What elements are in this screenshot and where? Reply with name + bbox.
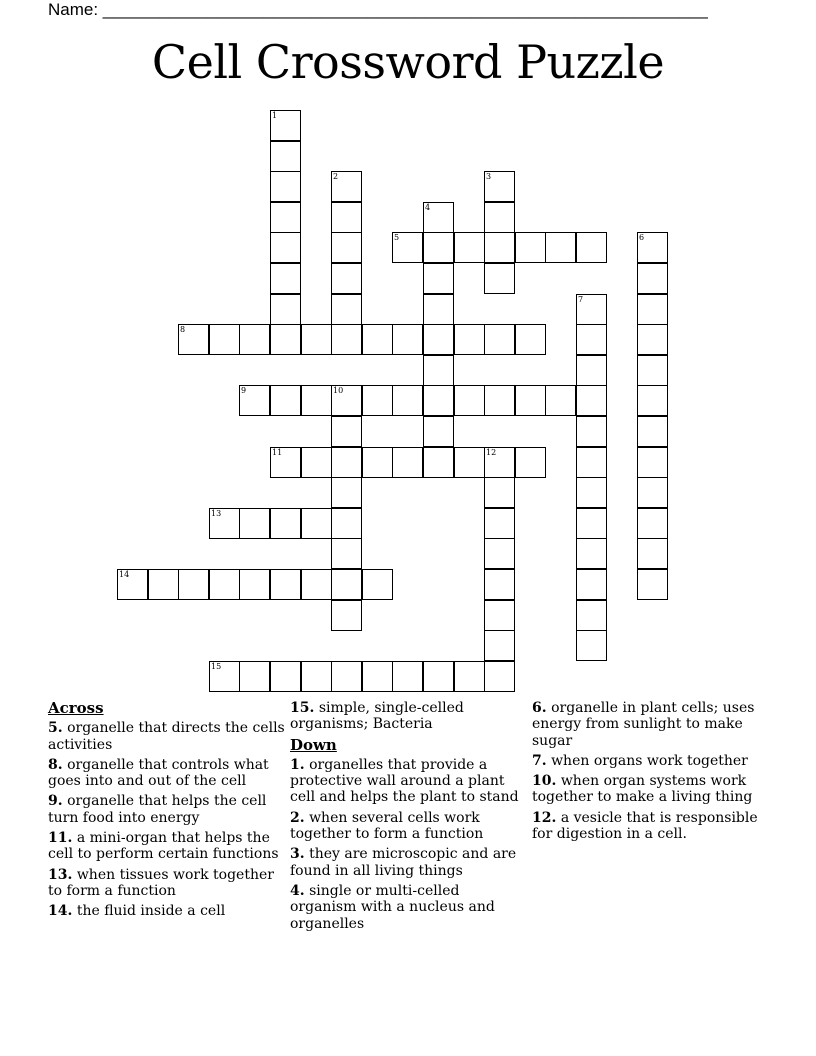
- grid-cell[interactable]: [392, 232, 423, 263]
- grid-cell[interactable]: [423, 202, 454, 233]
- grid-cell[interactable]: [362, 569, 393, 600]
- grid-cell[interactable]: [637, 324, 668, 355]
- grid-cell[interactable]: [515, 324, 546, 355]
- grid-cell[interactable]: [362, 661, 393, 692]
- grid-cell[interactable]: [117, 569, 148, 600]
- clue-number: 9: [241, 386, 247, 395]
- grid-cell[interactable]: [484, 447, 515, 478]
- clue-down-10: 10. when organ systems work together to make a living thing: [532, 773, 753, 806]
- grid-cell[interactable]: [545, 232, 576, 263]
- grid-cell[interactable]: [239, 569, 270, 600]
- grid-cell[interactable]: [576, 324, 607, 355]
- grid-cell[interactable]: [637, 385, 668, 416]
- clue-column-2: [290, 700, 528, 936]
- clue-down-2: 2. when several cells work together to form a function: [290, 809, 484, 843]
- grid-cell[interactable]: [576, 538, 607, 569]
- grid-cell[interactable]: [484, 508, 515, 539]
- grid-cell[interactable]: [362, 447, 393, 478]
- grid-cell[interactable]: [331, 202, 362, 233]
- grid-cell[interactable]: [239, 385, 270, 416]
- grid-cell[interactable]: [484, 202, 515, 233]
- grid-cell[interactable]: [178, 324, 209, 355]
- grid-cell[interactable]: [178, 569, 209, 600]
- grid-cell[interactable]: [392, 661, 423, 692]
- grid-cell[interactable]: [301, 508, 332, 539]
- clue-number: 12: [486, 448, 497, 457]
- grid-cell[interactable]: [301, 661, 332, 692]
- grid-cell[interactable]: [576, 600, 607, 631]
- grid-cell[interactable]: [637, 416, 668, 447]
- grid-cell[interactable]: [576, 416, 607, 447]
- grid-cell[interactable]: [484, 569, 515, 600]
- grid-cell[interactable]: [239, 324, 270, 355]
- clue-number: 3: [486, 172, 492, 181]
- grid-cell[interactable]: [331, 661, 362, 692]
- across-heading: Across: [48, 699, 104, 717]
- grid-cell[interactable]: [637, 232, 668, 263]
- grid-cell[interactable]: [362, 324, 393, 355]
- grid-cell[interactable]: [148, 569, 179, 600]
- grid-cell[interactable]: [239, 661, 270, 692]
- grid-cell[interactable]: [454, 232, 485, 263]
- grid-cell[interactable]: [515, 232, 546, 263]
- clue-down-6: 6. organelle in plant cells; uses energy from sunlight to make sugar: [532, 700, 755, 749]
- clue-across-11: 11. a mini-organ that helps the cell to perform certain functions: [48, 830, 279, 863]
- grid-cell[interactable]: [331, 508, 362, 539]
- grid-cell[interactable]: [576, 630, 607, 661]
- grid-cell[interactable]: [270, 508, 301, 539]
- grid-cell[interactable]: [331, 171, 362, 202]
- grid-cell[interactable]: [484, 263, 515, 294]
- grid-cell[interactable]: [331, 385, 362, 416]
- grid-cell[interactable]: [484, 538, 515, 569]
- clue-across-9: 9. organelle that helps the cell turn food into energy: [48, 793, 267, 826]
- grid-cell[interactable]: [484, 171, 515, 202]
- grid-cell[interactable]: [270, 110, 301, 141]
- grid-cell[interactable]: [423, 355, 454, 386]
- clue-down-4: 4. single or multi-celled organism with a nucleus and organelles: [290, 882, 495, 932]
- name-line: Name: ________________________________________________________________: [48, 0, 708, 19]
- clue-across-13: 13. when tissues work together to form a function: [48, 866, 274, 899]
- grid-cell[interactable]: [545, 385, 576, 416]
- clue-number: 5: [394, 233, 400, 242]
- grid-cell[interactable]: [637, 294, 668, 325]
- grid-cell[interactable]: [331, 263, 362, 294]
- grid-cell[interactable]: [270, 324, 301, 355]
- grid-cell[interactable]: [392, 324, 423, 355]
- clue-down-7: 7. when organs work together: [532, 752, 748, 769]
- grid-cell[interactable]: [270, 569, 301, 600]
- grid-cell[interactable]: [270, 171, 301, 202]
- grid-cell[interactable]: [637, 569, 668, 600]
- grid-cell[interactable]: [454, 324, 485, 355]
- grid-cell[interactable]: [637, 508, 668, 539]
- clue-down-1: 1. organelles that provide a protective wall around a plant cell and helps the plant to stand: [290, 756, 519, 806]
- grid-cell[interactable]: [423, 263, 454, 294]
- grid-cell[interactable]: [423, 294, 454, 325]
- grid-cell[interactable]: [576, 355, 607, 386]
- grid-cell[interactable]: [270, 661, 301, 692]
- grid-cell[interactable]: [331, 324, 362, 355]
- clue-number: 15: [211, 662, 222, 671]
- grid-cell[interactable]: [484, 324, 515, 355]
- grid-cell[interactable]: [576, 294, 607, 325]
- grid-cell[interactable]: [209, 508, 240, 539]
- grid-cell[interactable]: [423, 385, 454, 416]
- grid-cell[interactable]: [331, 538, 362, 569]
- grid-cell[interactable]: [423, 324, 454, 355]
- grid-cell[interactable]: [637, 355, 668, 386]
- clue-number: 11: [272, 448, 283, 457]
- clue-number: 6: [639, 233, 645, 242]
- clue-across-15: 15. simple, single-celled organisms; Bacteria: [290, 700, 464, 733]
- clue-across-5: 5. organelle that directs the cells activities: [48, 720, 285, 753]
- grid-cell[interactable]: [576, 385, 607, 416]
- grid-cell[interactable]: [270, 294, 301, 325]
- grid-cell[interactable]: [423, 232, 454, 263]
- grid-cell[interactable]: [637, 447, 668, 478]
- down-heading: Down: [290, 735, 337, 754]
- puzzle-title: Cell Crossword Puzzle: [151, 35, 665, 89]
- grid-cell[interactable]: [484, 630, 515, 661]
- clue-number: 1: [272, 111, 278, 120]
- grid-cell[interactable]: [331, 600, 362, 631]
- grid-cell[interactable]: [484, 385, 515, 416]
- grid-cell[interactable]: [239, 508, 270, 539]
- grid-cell[interactable]: [331, 477, 362, 508]
- grid-cell[interactable]: [270, 232, 301, 263]
- grid-cell[interactable]: [331, 294, 362, 325]
- grid-cell[interactable]: [484, 477, 515, 508]
- grid-cell[interactable]: [392, 447, 423, 478]
- clue-down-12: 12. a vesicle that is responsible for digestion in a cell.: [532, 809, 758, 843]
- grid-cell[interactable]: [576, 477, 607, 508]
- grid-cell[interactable]: [270, 263, 301, 294]
- clue-down-3: 3. they are microscopic and are found in all living things: [290, 846, 517, 879]
- clue-number: 14: [119, 570, 130, 579]
- grid-cell[interactable]: [270, 385, 301, 416]
- grid-cell[interactable]: [484, 600, 515, 631]
- grid-cell[interactable]: [576, 232, 607, 263]
- grid-cell[interactable]: [454, 385, 485, 416]
- grid-cell[interactable]: [209, 324, 240, 355]
- clue-number: 8: [180, 325, 186, 334]
- grid-cell[interactable]: [576, 569, 607, 600]
- grid-cell[interactable]: [576, 508, 607, 539]
- clue-column-1: [48, 700, 286, 924]
- clue-column-3: [532, 700, 770, 846]
- grid-cell[interactable]: [576, 447, 607, 478]
- grid-cell[interactable]: [515, 447, 546, 478]
- clue-number: 7: [578, 295, 584, 304]
- grid-cell[interactable]: [423, 416, 454, 447]
- grid-cell[interactable]: [454, 447, 485, 478]
- grid-cell[interactable]: [331, 569, 362, 600]
- grid-cell[interactable]: [270, 447, 301, 478]
- clue-number: 10: [333, 386, 344, 395]
- grid-cell[interactable]: [331, 416, 362, 447]
- grid-cell[interactable]: [423, 661, 454, 692]
- grid-cell[interactable]: [270, 202, 301, 233]
- grid-cell[interactable]: [423, 447, 454, 478]
- grid-cell[interactable]: [392, 385, 423, 416]
- grid-cell[interactable]: [484, 661, 515, 692]
- grid-cell[interactable]: [484, 232, 515, 263]
- grid-cell[interactable]: [209, 569, 240, 600]
- grid-cell[interactable]: [331, 232, 362, 263]
- grid-cell[interactable]: [637, 538, 668, 569]
- clue-number: 2: [333, 172, 339, 181]
- grid-cell[interactable]: [515, 385, 546, 416]
- grid-cell[interactable]: [270, 141, 301, 172]
- grid-cell[interactable]: [362, 385, 393, 416]
- clue-across-8: 8. organelle that controls what goes into and out of the cell: [48, 756, 269, 790]
- grid-cell[interactable]: [301, 324, 332, 355]
- grid-cell[interactable]: [331, 447, 362, 478]
- grid-cell[interactable]: [209, 661, 240, 692]
- clue-across-14: 14. the fluid inside a cell: [48, 903, 226, 920]
- grid-cell[interactable]: [637, 263, 668, 294]
- grid-cell[interactable]: [454, 661, 485, 692]
- grid-cell[interactable]: [301, 385, 332, 416]
- clue-number: 13: [211, 509, 222, 518]
- clue-number: 4: [425, 203, 431, 212]
- grid-cell[interactable]: [301, 569, 332, 600]
- grid-cell[interactable]: [301, 447, 332, 478]
- grid-cell[interactable]: [637, 477, 668, 508]
